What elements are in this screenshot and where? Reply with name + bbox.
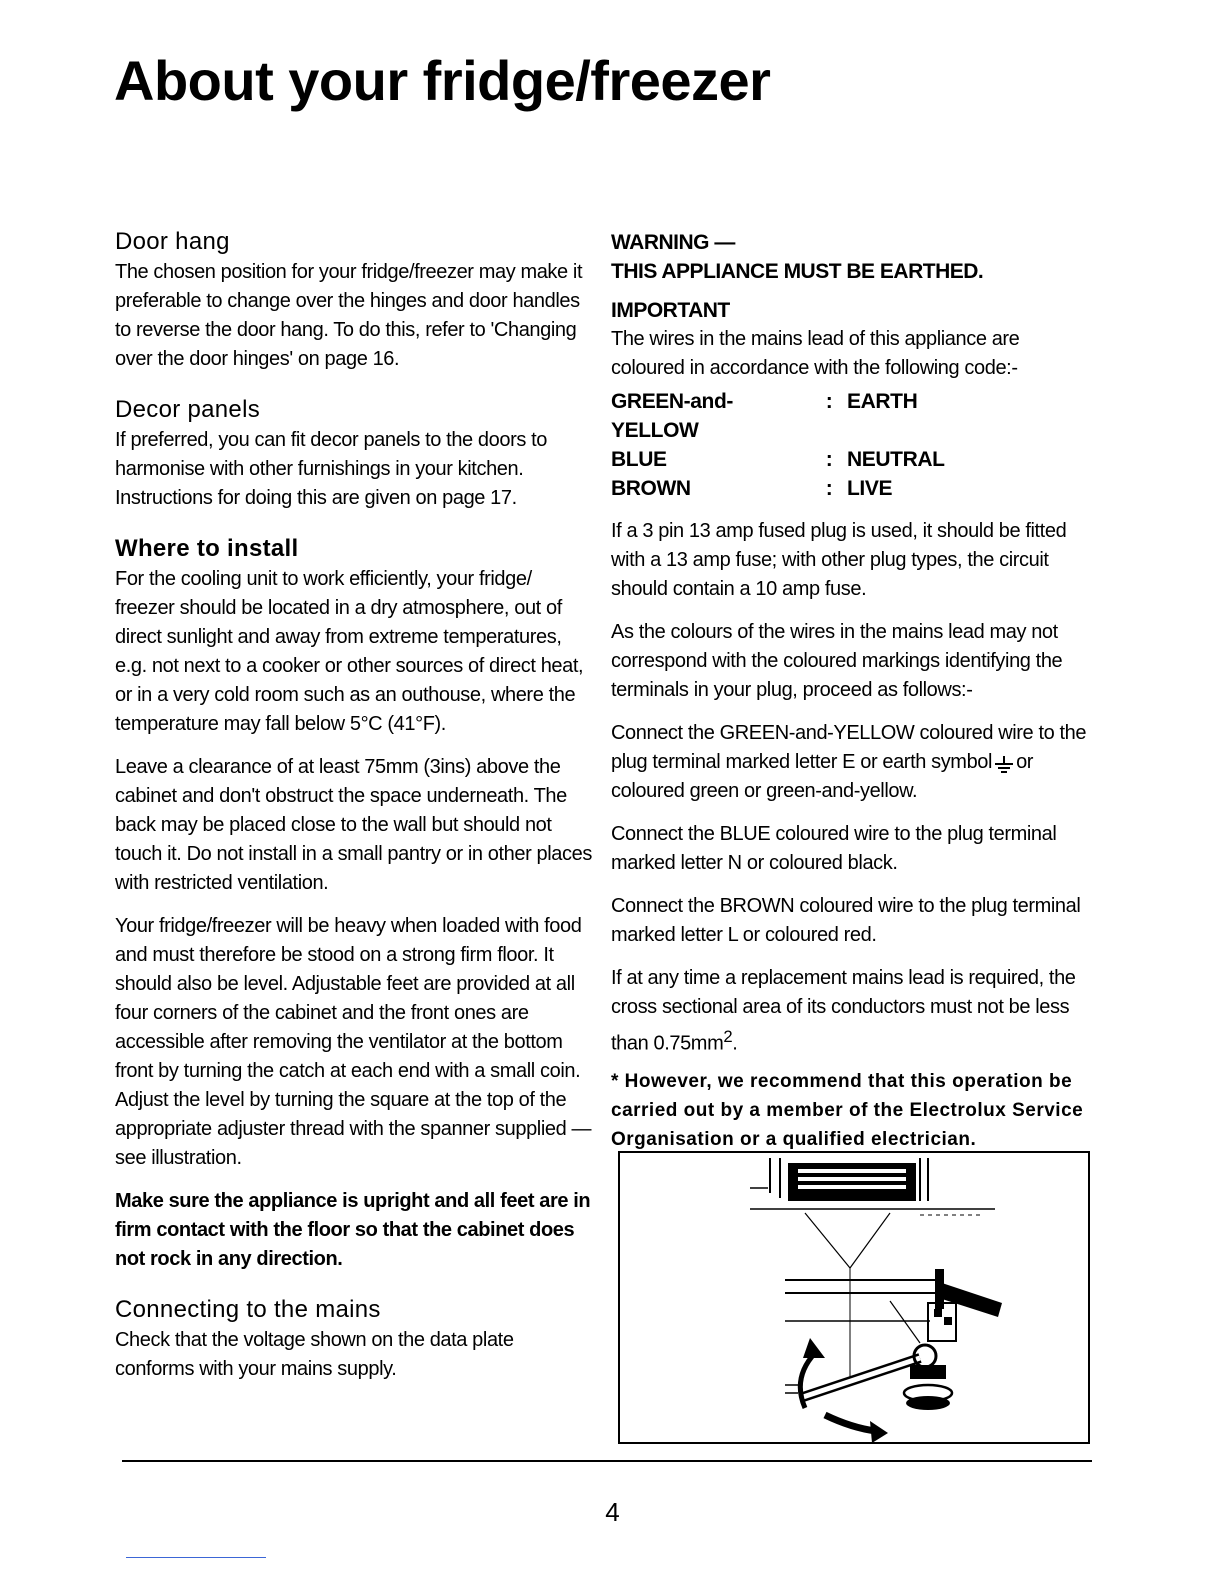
earth-symbol-icon [992, 754, 1016, 772]
wire-separator: : [825, 390, 833, 413]
install-paragraph-2: Leave a clearance of at least 75mm (3ins) above the cabinet and don't obstruct the space underneath. The back may be placed close to the wall but should not touch it. Do not install in a small pantry or in other places with restricted ventilation. [115, 756, 592, 894]
important-heading: IMPORTANT [611, 299, 730, 322]
wire-code-list [611, 387, 1091, 503]
install-paragraph-3: Your fridge/freezer will be heavy when loaded with food and must therefore be stood on a strong firm floor. It should also be level. Adjustable feet are provided at all four corners of the cabinet and the front ones are accessible after removing the ventilator at the bottom front by turning the catch at each end with a small coin. Adjust the level by turning the square at the top of the appropriate adjuster thread with the spanner supplied — see illustration. [115, 915, 592, 1169]
wire-meaning: LIVE [847, 477, 893, 500]
replacement-superscript: 2 [723, 1027, 733, 1046]
door-hang-section [115, 228, 593, 374]
mains-heading: Connecting to the mains [115, 1296, 381, 1323]
decor-panels-text: If preferred, you can fit decor panels to the doors to harmonise with other furnishings in your kitchen. Instructions for doing this are given on page 17. [115, 429, 547, 509]
replacement-lead-text [611, 964, 1091, 1059]
replacement-text-a: If at any time a replacement mains lead is required, the cross sectional area of its conductors must not be less than 0.75mm [611, 967, 1076, 1055]
blue-instruction: Connect the BLUE coloured wire to the plug terminal marked letter N or coloured black. [611, 823, 1057, 874]
wire-colour: BROWN [611, 477, 691, 500]
right-column [611, 228, 1091, 1154]
code-intro: The wires in the mains lead of this appliance are coloured in accordance with the following code:- [611, 328, 1020, 379]
footer-mark [126, 1557, 266, 1558]
wire-code-row [611, 387, 1091, 445]
page-number: 4 [605, 1497, 620, 1527]
page-title: About your fridge/freezer [114, 49, 771, 112]
bottom-rule [122, 1460, 1092, 1462]
recommendation-note: * However, we recommend that this operation be carried out by a member of the Electrolux Service Organisation or a qualified electrician. [611, 1070, 1084, 1150]
where-to-install-section [115, 535, 593, 1274]
wire-colour: BLUE [611, 448, 667, 471]
decor-panels-heading: Decor panels [115, 396, 261, 423]
wire-code-row [611, 445, 1091, 474]
left-column [115, 228, 593, 1384]
wire-meaning: EARTH [847, 390, 918, 413]
door-hang-heading: Door hang [115, 228, 230, 255]
mains-text: Check that the voltage shown on the data plate conforms with your mains supply. [115, 1329, 514, 1380]
install-paragraph-1: For the cooling unit to work efficiently, your fridge/ freezer should be located in a dry atmosphere, out of direct sunlight and away from extreme temperatures, e.g. not next to a cooker or other sources of direct heat, or in a very cold room such as an outhouse, where the temperature may fall below 5°C (41°F). [115, 568, 584, 735]
decor-panels-section [115, 396, 593, 513]
wire-code-row [611, 474, 1091, 503]
green-yellow-text-a: Connect the GREEN-and-YELLOW coloured wire to the plug terminal marked letter E or earth symbol [611, 722, 1087, 773]
wire-colour: GREEN-and-YELLOW [611, 390, 734, 442]
green-yellow-text-b: or coloured green or green-and-yellow. [611, 751, 1034, 802]
fuse-text: If a 3 pin 13 amp fused plug is used, it should be fitted with a 13 amp fuse; with other plug types, the circuit should contain a 10 amp fuse. [611, 520, 1067, 600]
mains-section [115, 1296, 593, 1384]
where-to-install-heading: Where to install [115, 535, 299, 562]
install-paragraph-4: Make sure the appliance is upright and all feet are in firm contact with the floor so that the cabinet does not rock in any direction. [115, 1190, 591, 1270]
spanner-adjuster-diagram-icon [620, 1153, 1088, 1442]
colours-note: As the colours of the wires in the mains lead may not correspond with the coloured markings identifying the terminals in your plug, proceed as follows:- [611, 621, 1063, 701]
green-yellow-instruction [611, 719, 1091, 806]
wire-separator: : [825, 448, 833, 471]
warning-line-1: WARNING — [611, 231, 735, 254]
replacement-text-b: . [732, 1032, 738, 1055]
adjustable-foot-illustration [618, 1151, 1090, 1444]
wire-meaning: NEUTRAL [847, 448, 945, 471]
wire-separator: : [825, 477, 833, 500]
warning-line-2: THIS APPLIANCE MUST BE EARTHED. [611, 260, 984, 283]
brown-instruction: Connect the BROWN coloured wire to the plug terminal marked letter L or coloured red. [611, 895, 1081, 946]
door-hang-text: The chosen position for your fridge/freezer may make it preferable to change over the hinges and door handles to reverse the door hang. To do this, refer to 'Changing over the door hinges' on page 16. [115, 261, 583, 370]
